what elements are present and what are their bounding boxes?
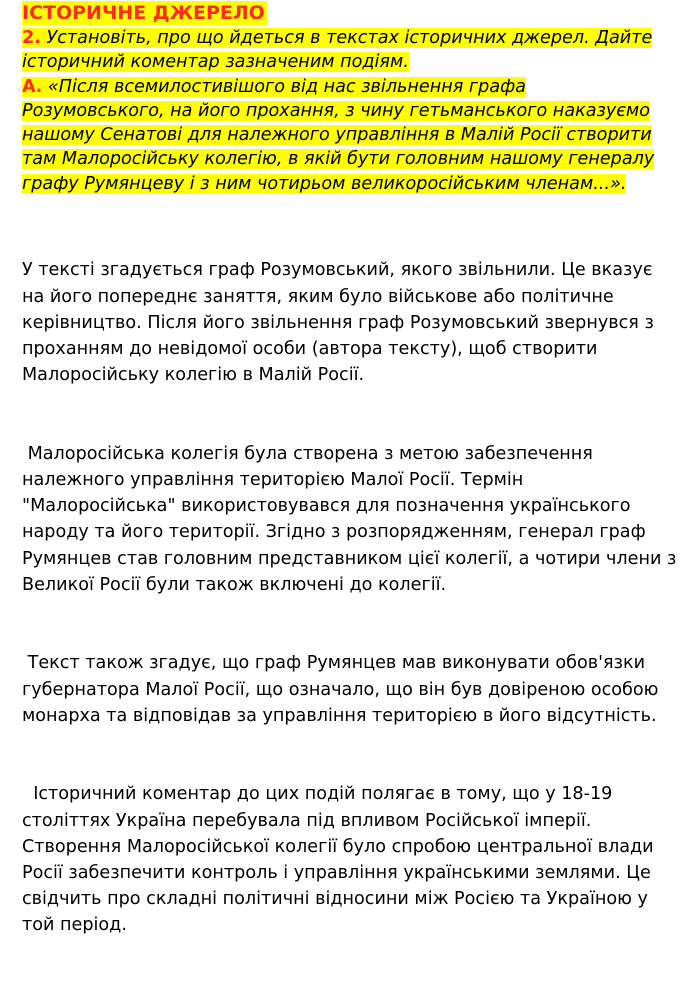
quote-letter: А. [22, 76, 43, 97]
answer-paragraph-4: Історичний коментар до цих подій полягає в тому, що у 18-19 століттях Україна перебувала під впливом Російської імперії. Створення Малоросійської колегії було спробою центральної влади Росії забезпечити контроль і управління українськими землями. Це свідчить про складні політичні відносини між Росією та Україною у той період. [22, 784, 660, 936]
section-heading: ІСТОРИЧНЕ ДЖЕРЕЛО [22, 2, 265, 24]
quote-text: «Після всемилостивішого від нас звільнення графа Розумовського, на його прохання, з чину гетьманського наказуємо нашому Сенатові для належного управління в Малій Росії створити там Малоросійську колегію, в якій бути головним нашому генералу графу Румянцеву і з ним чотирьом великоросійським членам...». [22, 76, 655, 194]
task-number: 2. [22, 28, 41, 48]
task-text: Установіть, про що йдеться в текстах історичних джерел. Дайте історичний коментар зазначеним подіям. [22, 28, 653, 73]
answer-paragraph-3: Текст також згадує, що граф Румянцев мав виконувати обов'язки губернатора Малої Росії, що означало, що він був довіреною особою монарха та відповідав за управління територією в його відсутність. [22, 653, 665, 726]
answer-text [22, 205, 682, 991]
quote-paragraph [22, 75, 672, 196]
answer-paragraph-2: Малоросійська колегія була створена з метою забезпечення належного управління територією Малої Росії. Термін "Малоросійська" використовувався для позначення українського народу та його території. Згідно з розпорядженням, генерал граф Румянцев став головним представником цієї колегії, а чотири члени з Великої Росії були також включені до колегії. [22, 443, 682, 595]
answer-paragraph-1: У тексті згадується граф Розумовський, якого звільнили. Це вказує на його попереднє заняття, яким було військове або політичне керівництво. Після його звільнення граф Розумовський звернувся з проханням до невідомої особи (автора тексту), щоб створити Малоросійську колегію в Малій Росії. [22, 260, 660, 386]
highlighted-source-block [22, 26, 672, 196]
task-paragraph [22, 26, 672, 75]
